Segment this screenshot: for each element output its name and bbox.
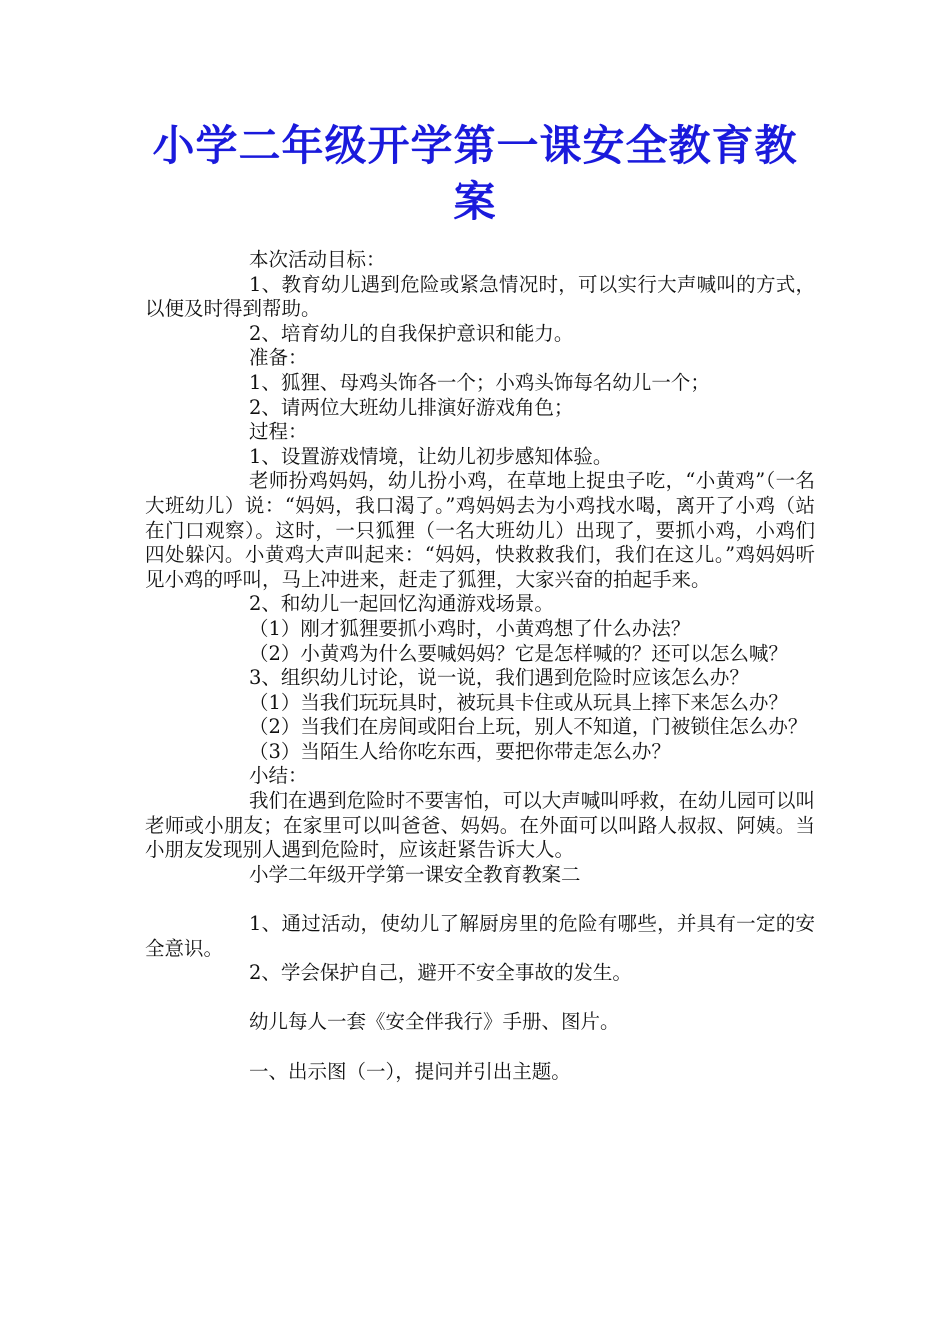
paragraph-process-2: 2、和幼儿一起回忆沟通游戏场景。: [249, 592, 554, 616]
paragraph-plan-two-objective-1: 1、通过活动，使幼儿了解厨房里的危险有哪些，并具有一定的安全意识。: [145, 912, 815, 960]
paragraph-question-1: （1）刚才狐狸要抓小鸡时，小黄鸡想了什么办法？: [249, 616, 691, 640]
paragraph-plan-two-heading: 小学二年级开学第一课安全教育教案二: [249, 862, 581, 886]
paragraph-preparation-1: 1、狐狸、母鸡头饰各一个；小鸡头饰每名幼儿一个；: [249, 370, 710, 394]
document-title: 小学二年级开学第一课安全教育教案: [152, 121, 798, 226]
paragraph-plan-two-objective-2: 2、学会保护自己，避开不安全事故的发生。: [249, 961, 632, 985]
paragraph-preparation-heading: 准备：: [249, 346, 308, 370]
paragraph-preparation-2: 2、请两位大班幼儿排演好游戏角色；: [249, 395, 574, 419]
paragraph-process-heading: 过程：: [249, 420, 308, 444]
paragraph-process-1: 1、设置游戏情境，让幼儿初步感知体验。: [249, 444, 613, 468]
paragraph-summary: 我们在遇到危险时不要害怕，可以大声喊叫呼救，在幼儿园可以叫老师或小朋友；在家里可以叫爸爸、妈妈。在外面可以叫路人叔叔、阿姨。当小朋友发现别人遇到危险时，应该赶紧告诉大人。: [145, 789, 815, 862]
paragraph-objectives-heading: 本次活动目标：: [249, 248, 386, 271]
paragraph-objective-2: 2、培育幼儿的自我保护意识和能力。: [249, 321, 574, 345]
paragraph-step-one: 一、出示图（一），提问并引出主题。: [249, 1059, 571, 1083]
paragraph-discussion-1: （1）当我们玩玩具时，被玩具卡住或从玩具上摔下来怎么办？: [249, 690, 788, 714]
blank-line: [145, 1035, 815, 1060]
paragraph-summary-heading: 小结：: [249, 764, 308, 788]
blank-line: [145, 986, 815, 1011]
paragraph-process-3: 3、组织幼儿讨论，说一说，我们遇到危险时应该怎么办？: [249, 666, 749, 690]
paragraph-discussion-2: （2）当我们在房间或阳台上玩，别人不知道，门被锁住怎么办？: [249, 715, 808, 739]
paragraph-objective-1: 1、教育幼儿遇到危险或紧急情况时，可以实行大声喊叫的方式，以便及时得到帮助。: [145, 272, 815, 321]
paragraph-question-2: （2）小黄鸡为什么要喊妈妈？它是怎样喊的？还可以怎么喊？: [249, 641, 788, 665]
paragraph-materials: 幼儿每人一套《安全伴我行》手册、图片。: [249, 1010, 620, 1034]
paragraph-story: 老师扮鸡妈妈，幼儿扮小鸡，在草地上捉虫子吃，“小黄鸡”（一名大班幼儿）说：“妈妈，我口渴了。”鸡妈妈去为小鸡找水喝，离开了小鸡（站在门口观察）。这时，一只狐狸（一名大班幼儿）出现了，要抓小鸡，小鸡们四处躲闪。小黄鸡大声叫起来：“妈妈，快救救我们，我们在这儿。”鸡妈妈听见小鸡的呼叫，马上冲进来，赶走了狐狸，大家兴奋的拍起手来。: [145, 469, 815, 591]
paragraph-discussion-3: （3）当陌生人给你吃东西，要把你带走怎么办？: [249, 739, 671, 763]
document-body: [145, 248, 815, 1084]
blank-line: [145, 887, 815, 912]
